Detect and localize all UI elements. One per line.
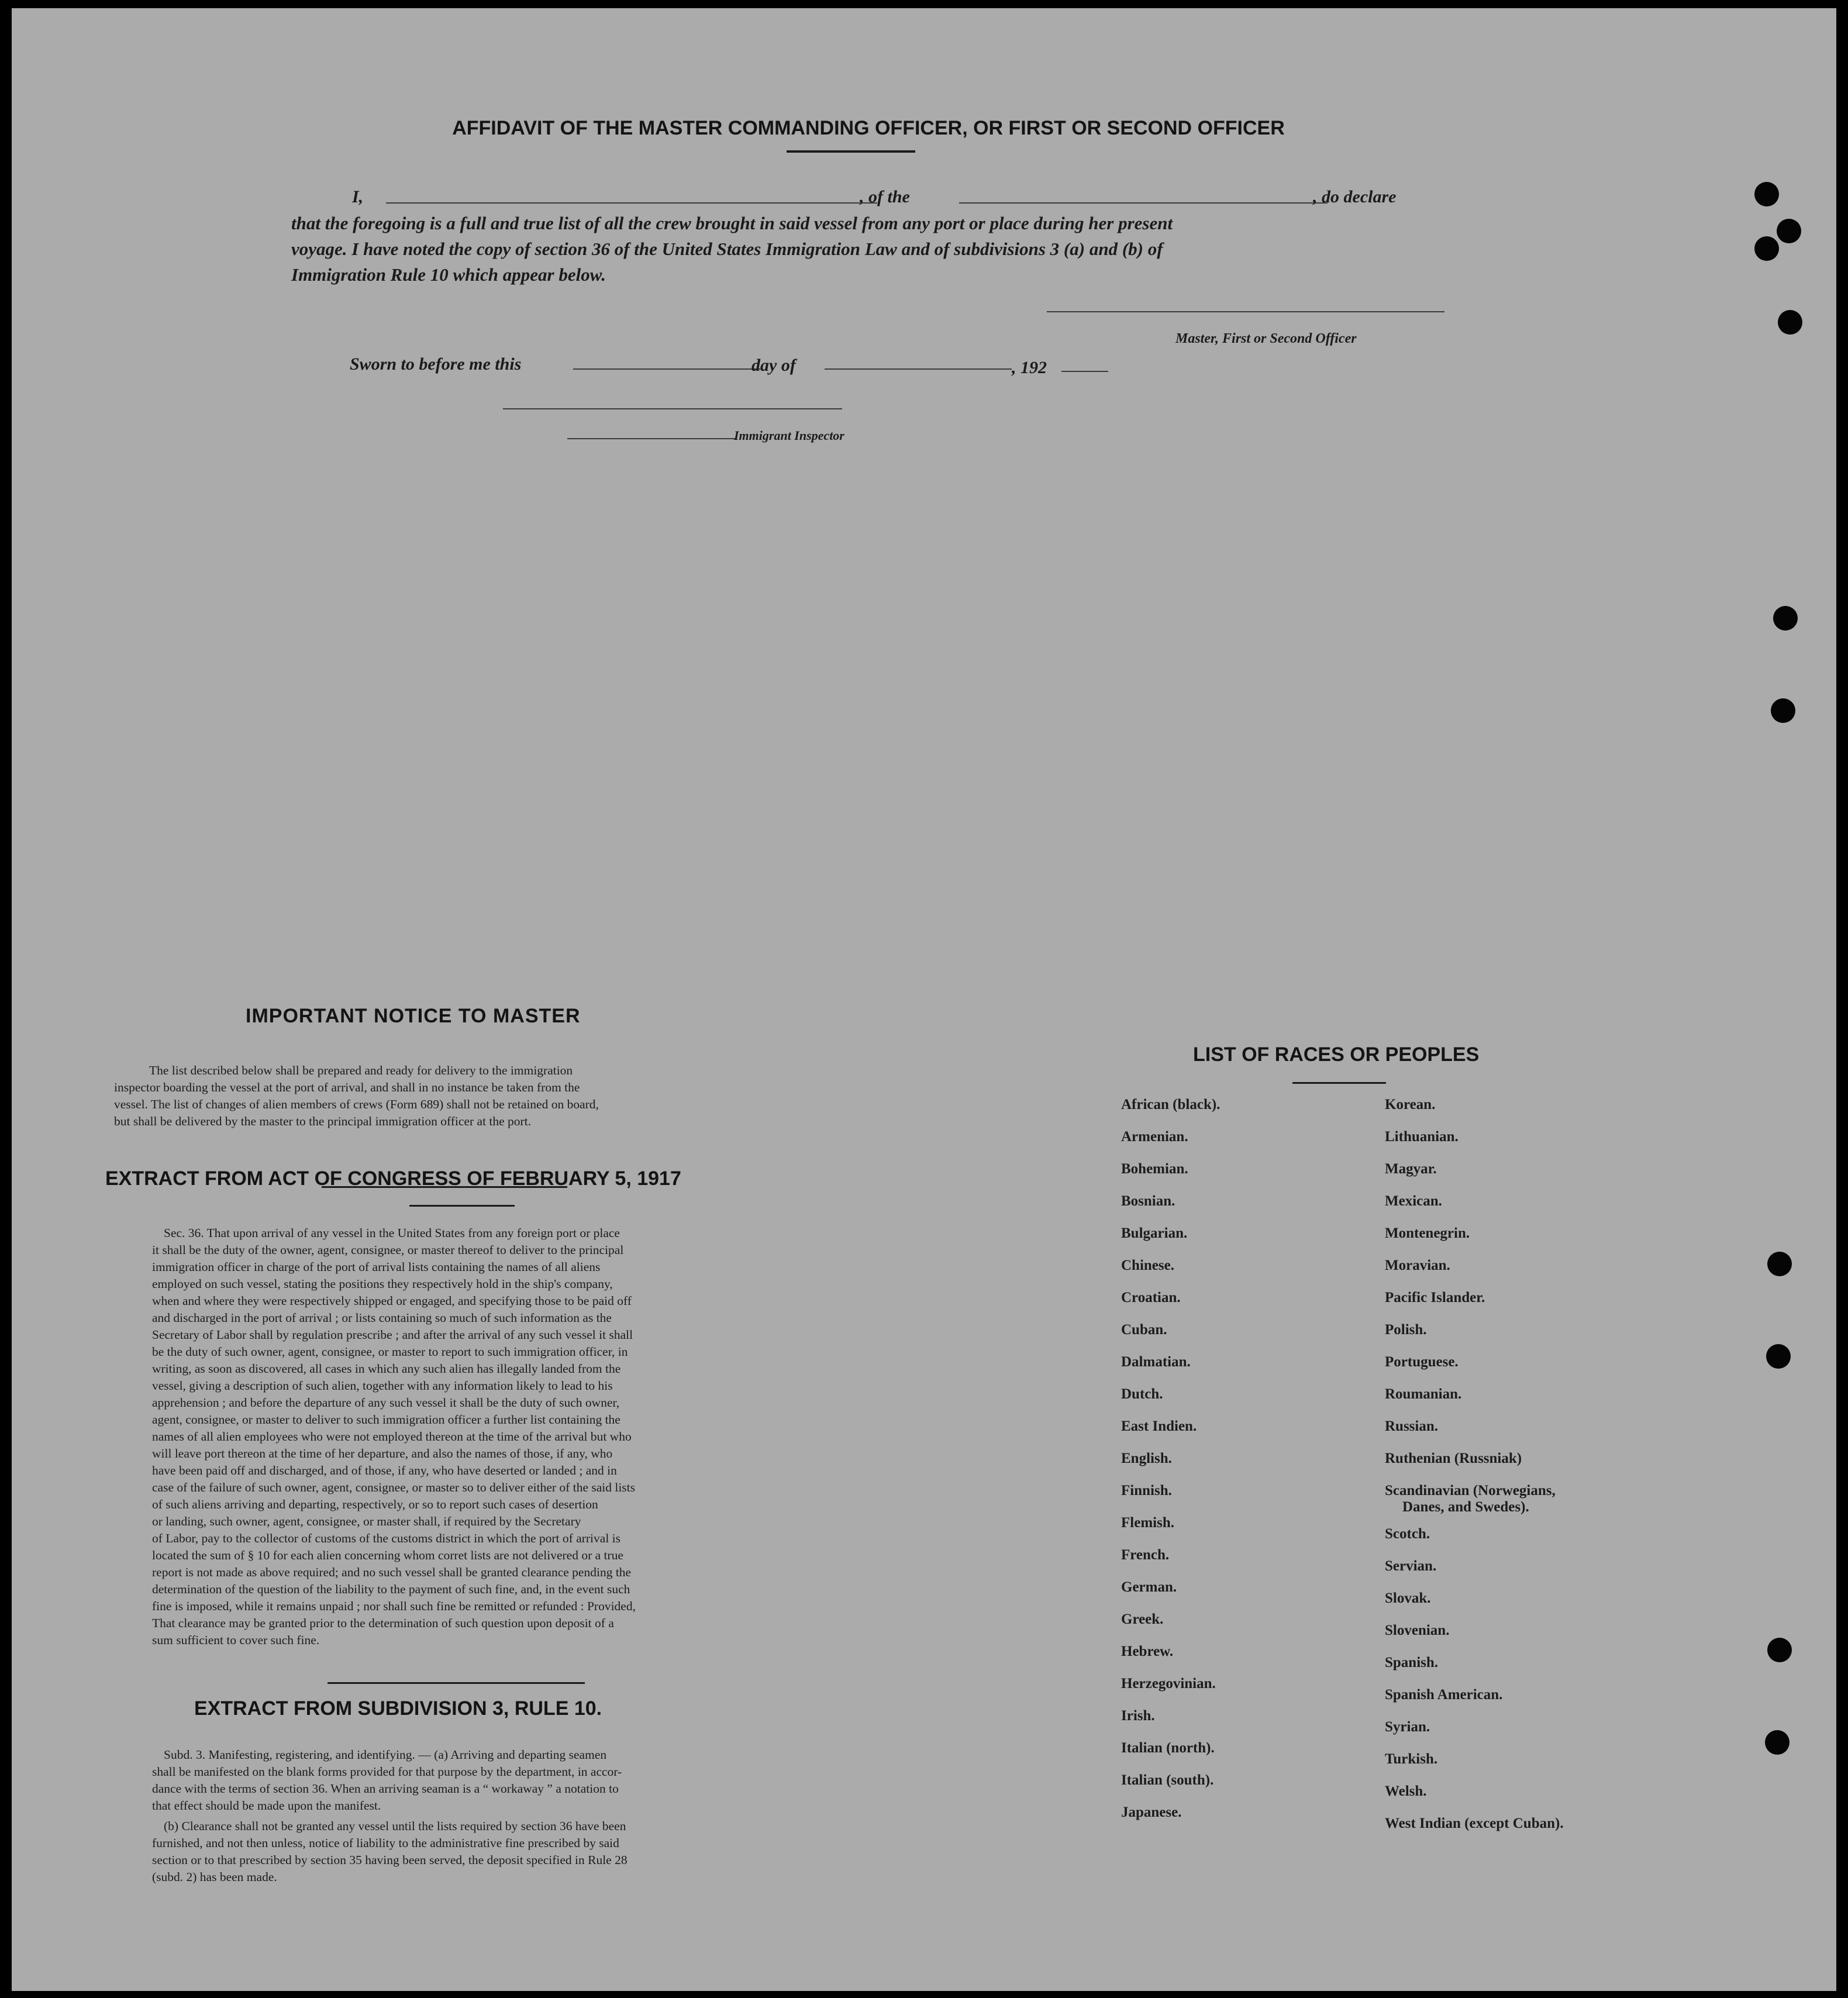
race-item: Welsh.	[1385, 1783, 1427, 1799]
act-line: fine is imposed, while it remains unpaid ; nor shall such fine be remitted or refunded : Provided,	[152, 1599, 636, 1613]
races-right-column	[1385, 1096, 1564, 1847]
race-item: Cuban.	[1121, 1322, 1167, 1338]
act-line: immigration officer in charge of the port of arrival lists containing the names of all aliens	[152, 1260, 601, 1274]
day-blank-line	[573, 368, 760, 370]
act-line: names of all alien employees who were not employed thereon at the time of the arrival but who	[152, 1429, 632, 1444]
notice-line: inspector boarding the vessel at the port of arrival, and shall in no instance be taken from the	[114, 1080, 580, 1094]
races-title-rule	[1292, 1082, 1386, 1084]
affidavit-line-4: Immigration Rule 10 which appear below.	[291, 264, 606, 285]
race-item: Hebrew.	[1121, 1644, 1174, 1659]
rule-line: dance with the terms of section 36. When an arriving seaman is a “ workaway ” a notation to	[152, 1782, 619, 1796]
race-item: West Indian (except Cuban).	[1385, 1816, 1564, 1831]
rule-body-b	[152, 1818, 819, 1886]
race-item: Italian (north).	[1121, 1740, 1215, 1756]
race-item: Slovenian.	[1385, 1622, 1450, 1638]
race-item: Moravian.	[1385, 1258, 1450, 1273]
act-line: and discharged in the port of arrival ; or lists containing so much of such information as the	[152, 1311, 612, 1325]
act-body	[152, 1225, 819, 1649]
act-line: located the sum of § 10 for each alien concerning whom corret lists are not delivered or a true	[152, 1548, 623, 1562]
year-blank-line	[1061, 371, 1108, 372]
race-item: Montenegrin.	[1385, 1225, 1470, 1241]
race-item: Bohemian.	[1121, 1161, 1188, 1177]
race-item: Magyar.	[1385, 1161, 1437, 1177]
notice-line: The list described below shall be prepared and ready for delivery to the immigration	[149, 1063, 573, 1077]
races-title: LIST OF RACES OR PEOPLES	[1193, 1043, 1480, 1066]
signature-line	[1047, 311, 1444, 312]
name-blank-line	[386, 202, 877, 204]
punch-hole	[1765, 1730, 1790, 1755]
race-item: Slovak.	[1385, 1590, 1431, 1606]
punch-hole	[1771, 698, 1795, 723]
vessel-blank-line	[959, 202, 1328, 204]
inspector-line-2	[567, 438, 737, 439]
punch-hole	[1754, 182, 1779, 206]
race-item: East Indien.	[1121, 1418, 1197, 1434]
notice-line: vessel. The list of changes of alien members of crews (Form 689) shall not be retained on board,	[114, 1097, 599, 1111]
race-item: Irish.	[1121, 1708, 1155, 1724]
race-item: German.	[1121, 1579, 1177, 1595]
act-line: Secretary of Labor shall by regulation prescribe ; and after the arrival of any such vessel it shall	[152, 1328, 633, 1342]
race-item: Dalmatian.	[1121, 1354, 1191, 1370]
rule-line: shall be manifested on the blank forms provided for that purpose by the department, in accor-	[152, 1765, 622, 1779]
race-item: Servian.	[1385, 1558, 1437, 1574]
year-text: , 192	[1012, 358, 1047, 377]
document-page	[12, 8, 1836, 1991]
race-item: Mexican.	[1385, 1193, 1442, 1209]
act-line: be the duty of such owner, agent, consignee, or master to report to such immigration officer, in	[152, 1345, 628, 1359]
race-item: Lithuanian.	[1385, 1129, 1459, 1145]
race-item: African (black).	[1121, 1097, 1220, 1112]
affidavit-of-the: , of the	[860, 187, 910, 206]
act-line: employed on such vessel, stating the positions they respectively hold in the ship's company,	[152, 1277, 613, 1291]
race-item: Turkish.	[1385, 1751, 1438, 1767]
rule-line: (b) Clearance shall not be granted any vessel until the lists required by section 36 have been	[164, 1819, 626, 1833]
rule-line: furnished, and not then unless, notice of liability to the administrative fine prescribed by said	[152, 1836, 619, 1850]
act-title-rule	[409, 1205, 515, 1207]
act-line: when and where they were respectively shipped or engaged, and specifying those to be paid off	[152, 1294, 632, 1308]
race-item: Italian (south).	[1121, 1772, 1214, 1788]
affidavit-title-rule	[787, 150, 915, 153]
race-item: Armenian.	[1121, 1129, 1188, 1145]
race-item: Ruthenian (Russniak)	[1385, 1451, 1522, 1466]
punch-hole	[1767, 1638, 1792, 1662]
act-line: will leave port thereon at the time of her departure, and also the names of those, if any, who	[152, 1446, 613, 1460]
act-line: or landing, such owner, agent, consignee, or master shall, if required by the Secretary	[152, 1514, 581, 1528]
race-item: Bulgarian.	[1121, 1225, 1188, 1241]
notice-line: but shall be delivered by the master to the principal immigration officer at the port.	[114, 1114, 532, 1128]
race-item: Korean.	[1385, 1097, 1436, 1112]
act-line: agent, consignee, or master to deliver to such immigration officer a further list containing the	[152, 1413, 620, 1427]
race-item: Finnish.	[1121, 1483, 1172, 1498]
race-item: Croatian.	[1121, 1290, 1181, 1305]
punch-hole	[1778, 310, 1802, 335]
affidavit-declare: , do declare	[1313, 187, 1397, 206]
inspector-caption: Immigrant Inspector	[734, 428, 844, 443]
signature-caption: Master, First or Second Officer	[1175, 331, 1357, 346]
affidavit-line-2: that the foregoing is a full and true list of all the crew brought in said vessel from any port or place during her present	[291, 213, 1173, 233]
race-item: Danes, and Swedes).	[1402, 1499, 1529, 1515]
punch-hole	[1754, 236, 1779, 261]
punch-hole	[1777, 219, 1801, 243]
act-title: EXTRACT FROM ACT OF CONGRESS OF FEBRUARY 5, 1917	[105, 1167, 681, 1190]
notice-title: IMPORTANT NOTICE TO MASTER	[246, 1005, 581, 1027]
punch-hole	[1773, 606, 1798, 631]
act-line: sum sufficient to cover such fine.	[152, 1633, 320, 1647]
races-left-column	[1121, 1096, 1220, 1836]
act-line: apprehension ; and before the departure of any such vessel it shall be the duty of such owner,	[152, 1396, 620, 1410]
act-end-rule	[327, 1682, 585, 1684]
race-item: Spanish American.	[1385, 1687, 1503, 1703]
race-item: English.	[1121, 1451, 1172, 1466]
rule-line: (subd. 2) has been made.	[152, 1870, 277, 1884]
race-item: Portuguese.	[1385, 1354, 1459, 1370]
act-line: vessel, giving a description of such alien, together with any information likely to lead to his	[152, 1379, 613, 1393]
act-line: Sec. 36. That upon arrival of any vessel in the United States from any foreign port or place	[164, 1226, 620, 1240]
act-line: of Labor, pay to the collector of customs of the customs district in which the port of arrival is	[152, 1531, 621, 1545]
act-line: report is not made as above required; and no such vessel shall be granted clearance pending the	[152, 1565, 632, 1579]
affidavit-i: I,	[352, 187, 364, 206]
act-line: determination of the question of the liability to the payment of such fine, and, in the event such	[152, 1582, 630, 1596]
rule-title: EXTRACT FROM SUBDIVISION 3, RULE 10.	[194, 1697, 602, 1720]
act-line: of such aliens arriving and departing, respectively, or so to report such cases of desertion	[152, 1497, 598, 1511]
race-item: Dutch.	[1121, 1386, 1163, 1402]
race-item: Greek.	[1121, 1611, 1164, 1627]
rule-line: that effect should be made upon the manifest.	[152, 1799, 381, 1813]
act-line: That clearance may be granted prior to the determination of such question upon deposit of a	[152, 1616, 614, 1630]
affidavit-line-3: voyage. I have noted the copy of section 36 of the United States Immigration Law and of subdivisions 3 (a) and (b) of	[291, 239, 1163, 259]
rule-line: Subd. 3. Manifesting, registering, and identifying. — (a) Arriving and departing seamen	[164, 1748, 607, 1762]
race-item: Polish.	[1385, 1322, 1427, 1338]
punch-hole	[1766, 1344, 1791, 1369]
race-item: Pacific Islander.	[1385, 1290, 1485, 1305]
race-item: Chinese.	[1121, 1258, 1174, 1273]
notice-body	[114, 1062, 810, 1130]
day-of-text: day of	[751, 356, 796, 375]
race-item: Herzegovinian.	[1121, 1676, 1216, 1692]
month-blank-line	[825, 368, 1012, 370]
race-item: Scandinavian (Norwegians,	[1385, 1483, 1556, 1498]
punch-hole	[1767, 1252, 1792, 1276]
race-item: Bosnian.	[1121, 1193, 1175, 1209]
race-item: Syrian.	[1385, 1719, 1430, 1735]
race-item: Spanish.	[1385, 1655, 1439, 1670]
race-item: Roumanian.	[1385, 1386, 1462, 1402]
rule-body-a	[152, 1746, 819, 1814]
rule-line: section or to that prescribed by section 35 having been served, the deposit specified in Rule 28	[152, 1853, 628, 1867]
act-line: writing, as soon as discovered, all cases in which any such alien has illegally landed from the	[152, 1362, 621, 1376]
act-line: have been paid off and discharged, and of those, if any, who have deserted or landed ; and in	[152, 1463, 617, 1477]
act-line: it shall be the duty of the owner, agent, consignee, or master thereof to deliver to the principal	[152, 1243, 624, 1257]
race-item: Scotch.	[1385, 1526, 1430, 1542]
inspector-line	[503, 408, 842, 409]
race-item: Japanese.	[1121, 1804, 1182, 1820]
act-line: case of the failure of such owner, agent, consignee, or master so to deliver either of the said lists	[152, 1480, 636, 1494]
sworn-text: Sworn to before me this	[350, 354, 522, 374]
race-item: Russian.	[1385, 1418, 1439, 1434]
race-item: French.	[1121, 1547, 1170, 1563]
affidavit-title: AFFIDAVIT OF THE MASTER COMMANDING OFFICER, OR FIRST OR SECOND OFFICER	[452, 117, 1285, 139]
race-item: Flemish.	[1121, 1515, 1174, 1531]
